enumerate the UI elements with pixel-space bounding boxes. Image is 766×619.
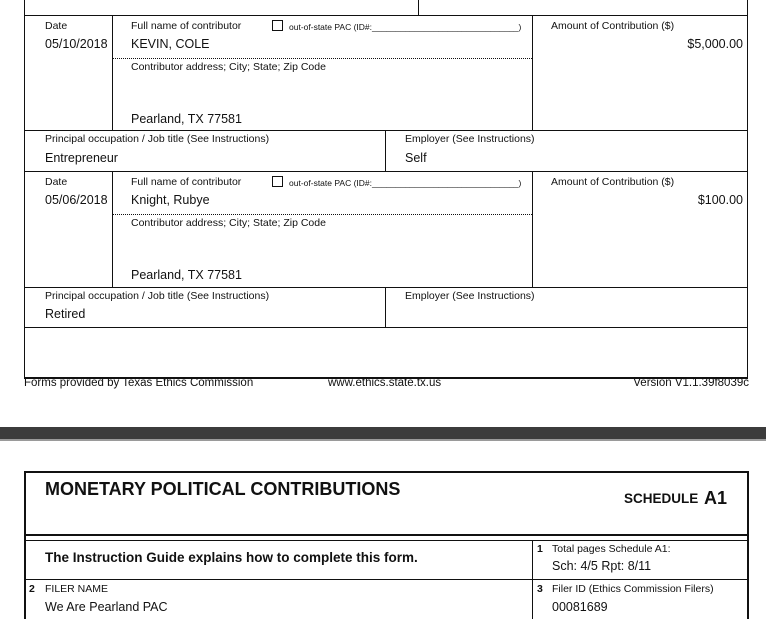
entry2-occupation-label: Principal occupation / Job title (See Instructions)	[45, 290, 270, 302]
total-pages-number: 1	[537, 543, 543, 555]
entry1-amount: $5,000.00	[687, 37, 743, 51]
p2-frame-top	[24, 471, 749, 473]
p2-frame-left	[24, 471, 26, 619]
filer-name-number: 2	[29, 583, 35, 595]
entry1-name-dotted-rule	[113, 58, 532, 59]
entry1-amount-label: Amount of Contribution ($)	[551, 20, 675, 32]
entry2-date-label: Date	[45, 176, 68, 188]
p2-frame-right	[747, 471, 749, 619]
filer-id-number: 3	[537, 583, 543, 595]
entry2-address-label: Contributor address; City; State; Zip Code	[131, 217, 326, 229]
total-pages-value: Sch: 4/5 Rpt: 8/11	[552, 559, 652, 573]
entry2-employer-divider	[385, 288, 386, 327]
p2-rule-title-inner	[24, 540, 749, 541]
rule-blank-row	[24, 327, 748, 328]
entry2-date: 05/06/2018	[45, 193, 108, 207]
total-pages-label: Total pages Schedule A1:	[552, 543, 671, 555]
entry1-employer: Self	[405, 151, 427, 165]
entry2-address: Pearland, TX 77581	[131, 268, 242, 282]
entry2-employer-label: Employer (See Instructions)	[405, 290, 535, 302]
frame-left-border	[24, 0, 25, 378]
entry1-date-label: Date	[45, 20, 68, 32]
entry1-pac-checkbox[interactable]	[272, 20, 283, 31]
entry2-pac-label: out-of-state PAC (ID#:_______________________________)	[289, 178, 522, 188]
entry2-name-label: Full name of contributor	[131, 176, 242, 188]
frame-right-border	[747, 0, 748, 378]
entry2-pac-checkbox[interactable]	[272, 176, 283, 187]
footer-version: Version V1.1.39f8039c	[633, 377, 749, 389]
page-separator-shadow	[0, 439, 766, 441]
entry1-name-label: Full name of contributor	[131, 20, 242, 32]
entry1-occupation-label: Principal occupation / Job title (See Instructions)	[45, 133, 270, 145]
entry2-amount-divider	[532, 172, 533, 287]
entry2-date-divider	[112, 172, 113, 287]
instruction-text: The Instruction Guide explains how to complete this form.	[45, 550, 418, 565]
footer-url: www.ethics.state.tx.us	[328, 377, 442, 389]
entry1-employer-divider	[385, 131, 386, 171]
schedule-code: A1	[704, 488, 728, 508]
filer-name-label: FILER NAME	[45, 583, 109, 595]
entry1-address-label: Contributor address; City; State; Zip Code	[131, 61, 326, 73]
p2-rule-instruction	[24, 579, 749, 580]
p2-right-col-divider	[532, 540, 533, 619]
entry2-amount-label: Amount of Contribution ($)	[551, 176, 675, 188]
entry1-occupation: Entrepreneur	[45, 151, 118, 165]
entry1-contributor-name: KEVIN, COLE	[131, 37, 210, 51]
entry1-date-divider	[112, 16, 113, 130]
entry1-employer-label: Employer (See Instructions)	[405, 133, 535, 145]
rule-entry2-occupation	[24, 287, 748, 288]
entry1-date: 05/10/2018	[45, 37, 108, 51]
entry2-contributor-name: Knight, Rubye	[131, 193, 210, 207]
schedule-label: SCHEDULE	[624, 491, 699, 506]
rule-entry2-top	[24, 171, 748, 172]
p2-rule-title	[24, 534, 749, 536]
entry1-amount-divider	[532, 16, 533, 130]
form-title: MONETARY POLITICAL CONTRIBUTIONS	[45, 479, 401, 499]
entry2-occupation: Retired	[45, 307, 86, 321]
top-row-divider	[418, 0, 419, 16]
entry2-name-dotted-rule	[113, 214, 532, 215]
rule-top	[24, 15, 748, 16]
rule-entry1-occupation	[24, 130, 748, 131]
entry2-amount: $100.00	[697, 193, 743, 207]
filer-id: 00081689	[552, 600, 608, 614]
page-separator	[0, 427, 766, 439]
filer-id-label: Filer ID (Ethics Commission Filers)	[552, 583, 714, 595]
entry1-pac-label: out-of-state PAC (ID#:_______________________________)	[289, 22, 522, 32]
footer-provider: Forms provided by Texas Ethics Commission	[24, 377, 254, 389]
filer-name: We Are Pearland PAC	[45, 600, 168, 614]
entry1-address: Pearland, TX 77581	[131, 112, 242, 126]
